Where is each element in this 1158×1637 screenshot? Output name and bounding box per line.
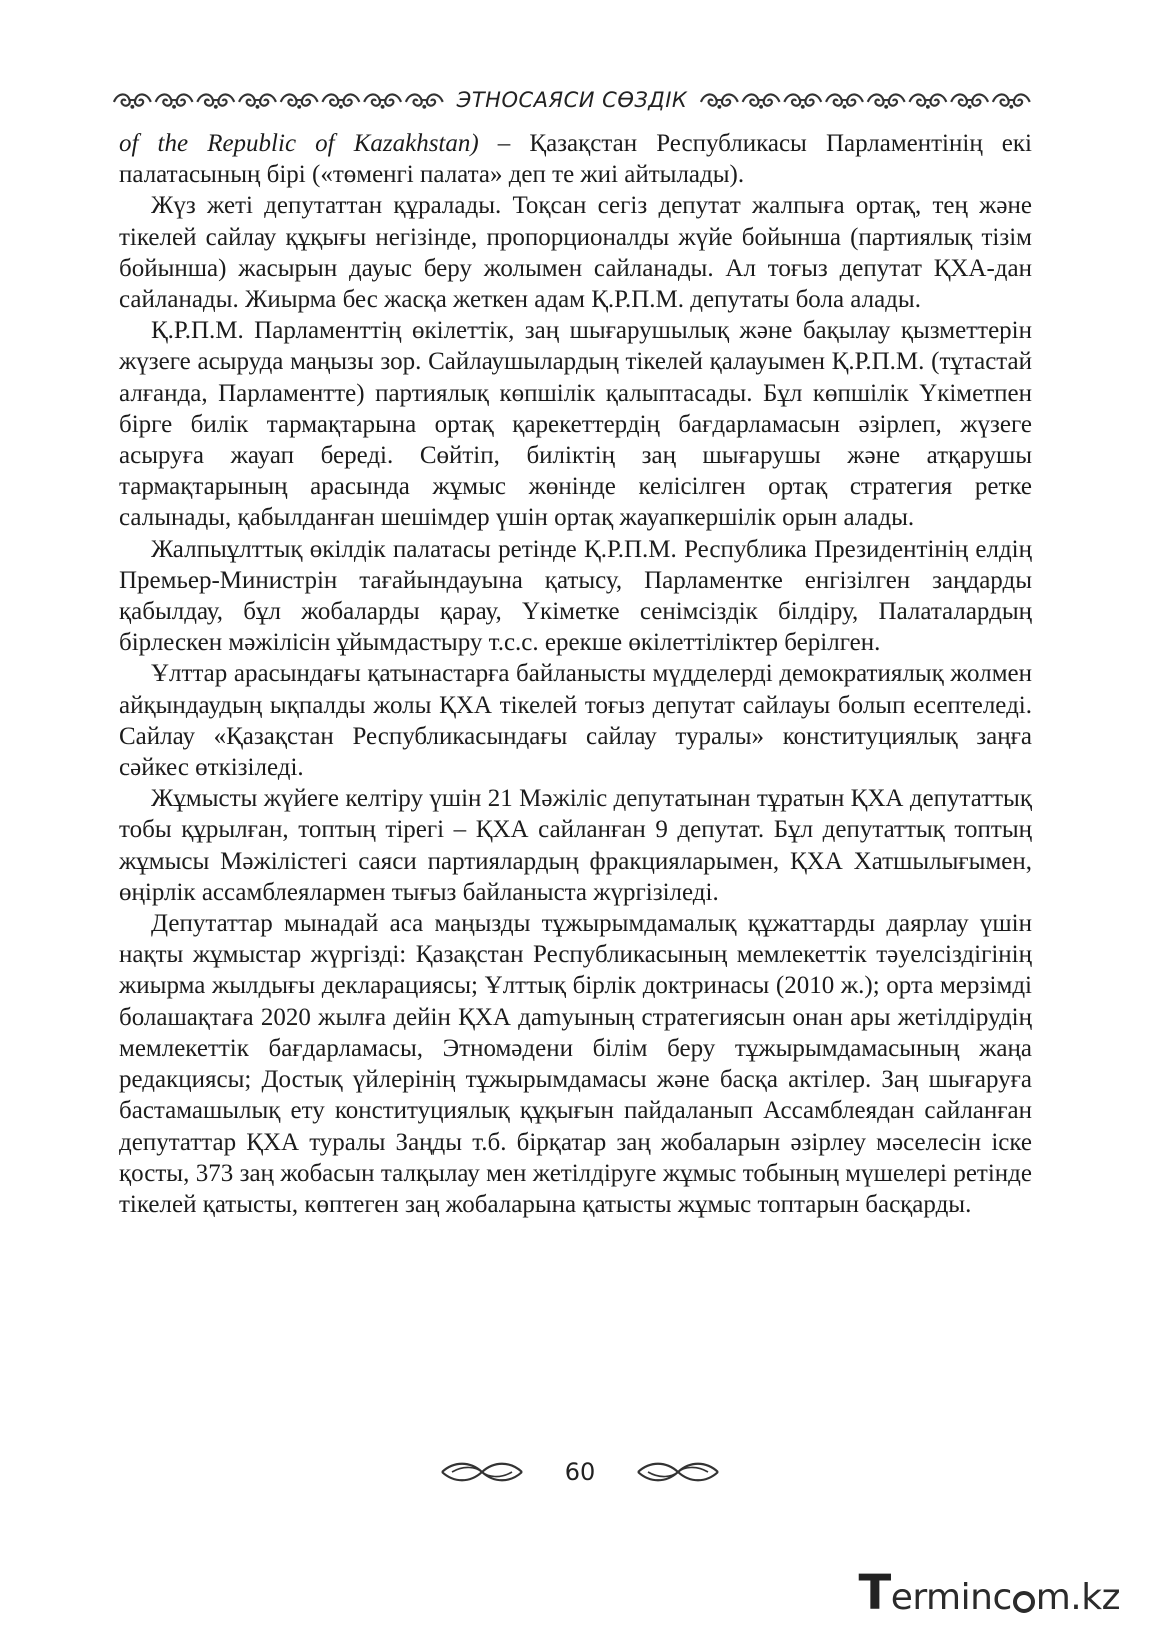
paragraph-4: Жалпыұлттық өкілдік палатасы ретінде Қ.Р.П.М. Республика Президентінің елдің Премьер-Министрін тағайындауына қатысу, Парламентке енгізілген заңдарды қабылдау, бұл жобаларды қарау, Үкіметке сенімсіздік білдіру, Палаталардың бірлескен мәжілісін ұйымдастыру т.с.с. ерекше өкілеттіліктер берілген. [119, 535, 1032, 657]
term-english-title: of the Republic of Kazakhstan) [119, 130, 479, 157]
page-footer [440, 1452, 720, 1492]
paragraph-2: Жүз жеті депутаттан құралады. Тоқсан сегіз депутат жалпыға ортақ, тең және тікелей сайлау құқығы негізінде, пропорционалды жүйе бойынша (партиялық тізім бойынша) жасырын дауыс беру жолымен сайланады. Ал тоғыз депутат ҚХА-дан сайланады. Жиырма бес жасқа жеткен адам Қ.Р.П.М. депутаты бола алады. [119, 192, 1032, 314]
paragraph-3: Қ.Р.П.М. Парламенттің өкілеттік, заң шығарушылық және бақылау қызметтерін жүзеге асыруда маңызы зор. Сайлаушылардың тікелей қалауымен Қ.Р.П.М. (тұтастай алғанда, Парламентте) партиялық көпшілік қалыптасады. Бұл көпшілік Үкіметпен бірге билік тармақтарына ортақ қарекеттердің бағдарламасын әзірлеп, жүзеге асыруға жауап береді. Сөйтіп, биліктің заң шығарушы және атқарушы тармақтарының арасында жұмыс жөнінде келісілген ортақ стратегия ретке салынады, қабылданған шешімдер үшін ортақ жауапкершілік орын алады. [119, 317, 1032, 532]
header-title: ЭТНОСАЯСИ СӨЗДІК [456, 88, 688, 112]
paragraph-1-text: – Қазақстан Республикасы Парламентінің екі палатасының бірі («төменгі палата» деп те жиі айтылады). [119, 130, 1032, 189]
paragraph-1 [119, 128, 1032, 190]
paragraph-5: Ұлттар арасындағы қатынастарға байланысты мүдделерді демократиялық жолмен айқындаудың ықпалды жолы ҚХА тікелей тоғыз депутат сайлауы болып есептеледі. Сайлау «Қазақстан Республикасындағы сайлау туралы» конституциялық заңға сәйкес өткізіледі. [119, 660, 1032, 782]
running-header [112, 84, 1032, 116]
scroll-ornament-icon [112, 88, 445, 112]
flourish-icon [636, 1459, 720, 1485]
site-watermark: Terminc m.kz [858, 1565, 1120, 1621]
ring-icon [1013, 1591, 1035, 1613]
page-number: 60 [564, 1458, 596, 1486]
paragraph-7: Депутаттар мынадай аса маңызды тұжырымдамалық құжаттарды даярлау үшін нақты жұмыстар жүргізді: Қазақстан Республикасының мемлекеттік тәуелсіздігінің жиырма жылдығы декларациясы; Ұлттық бірлік доктринасы (2010 ж.); орта мерзімді болашақтаға 2020 жылға дейін ҚХА даmуының стратегиясын онан ары жетілдірудің мемлекеттік бағдарламасы, Этномәдени білім беру тұжырымдамасының жаңа редакциясы; Достық үйлерінің тұжырымдамасы және басқа актілер. Заң шығаруға бастамашылық ету конституциялық құқығын пайдаланып Ассамблеядан сайланған депутаттар ҚХА туралы Заңды т.б. бірқатар заң жобаларын әзірлеу мәселесін іске қосты, 373 заң жобасын талқылау мен жетілдіруге жұмыс тобының мүшелері ретінде тікелей қатысты, көптеген заң жобаларына қатысты жұмыс топтарын басқарды. [119, 910, 1032, 1218]
paragraph-6: Жұмысты жүйеге келтіру үшін 21 Мәжіліс депутатынан тұратын ҚХА депутаттық тобы құрылған, топтың тірегі – ҚХА сайланған 9 депутат. Бұл депутаттық топтың жұмысы Мәжілістегі саяси партиялардың фракцияларымен, ҚХА Хатшылығымен, өңірлік ассамблеялармен тығыз байланыста жүргізіледі. [119, 785, 1032, 906]
flourish-icon [440, 1459, 524, 1485]
article-body [119, 128, 1032, 1220]
scroll-ornament-icon [699, 88, 1032, 112]
